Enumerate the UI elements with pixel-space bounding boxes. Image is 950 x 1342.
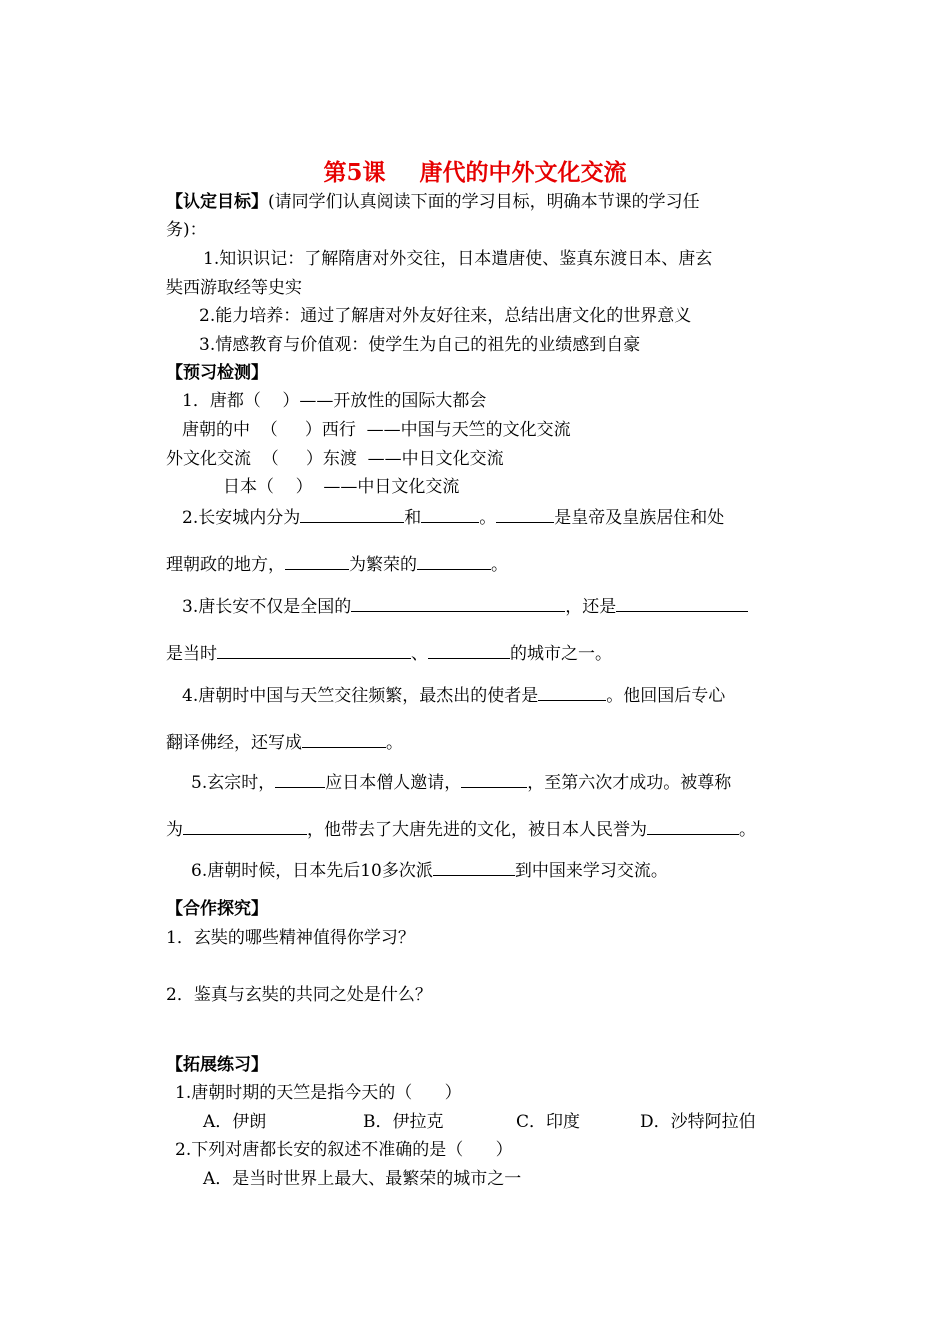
- goal-item-1: 1.知识识记：了解隋唐对外交往，日本遣唐使、鉴真东渡日本、唐玄: [203, 249, 713, 269]
- q6-text-a: 6.唐朝时候，日本先后10多次派: [191, 861, 433, 881]
- q5-text-a: 5.玄宗时，: [191, 773, 276, 793]
- practice-q1: 1.唐朝时期的天竺是指今天的（ ）: [175, 1083, 462, 1103]
- answer-blank[interactable]: [428, 641, 510, 659]
- preview-q1-line3: 外文化交流 （ ）东渡 ——中日文化交流: [166, 449, 504, 469]
- preview-q3-line2: [166, 641, 612, 665]
- q4-text-b: 。他回国后专心: [606, 686, 726, 706]
- q4-text-c: 翻译佛经，还写成: [166, 733, 302, 753]
- answer-blank[interactable]: [275, 770, 325, 788]
- preview-q5-line2: [166, 817, 756, 841]
- practice-q1-option-d[interactable]: D．沙特阿拉伯: [640, 1112, 756, 1132]
- answer-blank[interactable]: [285, 552, 349, 570]
- q2-text-g: 。: [491, 555, 508, 575]
- preview-q4-line2: [166, 730, 403, 754]
- answer-blank[interactable]: [421, 505, 479, 523]
- answer-blank[interactable]: [217, 641, 411, 659]
- lesson-name: 唐代的中外文化交流: [419, 159, 627, 186]
- goal-item-2: 2.能力培养：通过了解唐对外友好往来，总结出唐文化的世界意义: [199, 306, 692, 326]
- answer-blank[interactable]: [461, 770, 527, 788]
- lesson-number: 第5课: [323, 159, 386, 186]
- q5-text-e: ，他带去了大唐先进的文化，被日本人民誉为: [307, 820, 647, 840]
- answer-blank[interactable]: [616, 594, 748, 612]
- answer-blank[interactable]: [302, 730, 386, 748]
- goals-heading: 【认定目标】: [166, 192, 268, 212]
- preview-q4-line1: [182, 683, 725, 707]
- q3-text-e: 的城市之一。: [510, 644, 612, 664]
- q5-text-f: 。: [739, 820, 756, 840]
- q2-text-b: 和: [404, 508, 422, 528]
- preview-q1-line1: 1．唐都（ ）——开放性的国际大都会: [182, 391, 487, 411]
- q3-text-d: 、: [411, 644, 428, 664]
- goals-intro-end: 务)：: [166, 220, 207, 240]
- goals-line-1: [166, 191, 700, 213]
- answer-blank[interactable]: [351, 594, 565, 612]
- preview-q2-line1: [182, 505, 724, 529]
- preview-heading: 【预习检测】: [166, 363, 268, 383]
- answer-blank[interactable]: [538, 683, 606, 701]
- preview-q3-line1: [182, 594, 748, 618]
- q2-text-c: 。: [479, 508, 497, 528]
- coop-q1: 1．玄奘的哪些精神值得你学习？: [166, 928, 415, 948]
- q3-text-b: ，还是: [565, 597, 617, 617]
- q4-text-a: 4.唐朝时中国与天竺交往频繁，最杰出的使者是: [182, 686, 539, 706]
- practice-q1-option-b[interactable]: B．伊拉克: [363, 1112, 444, 1132]
- preview-q6: [191, 858, 668, 882]
- preview-q1-line4: 日本（ ） ——中日文化交流: [223, 477, 460, 497]
- q2-text-d: 是皇帝及皇族居住和处: [554, 508, 725, 528]
- coop-heading: 【合作探究】: [166, 899, 268, 919]
- goal-item-3: 3.情感教育与价值观：使学生为自己的祖先的业绩感到自豪: [199, 335, 641, 355]
- q2-text-a: 2.长安城内分为: [182, 508, 301, 528]
- practice-q1-option-a[interactable]: A．伊朗: [203, 1112, 267, 1132]
- q3-text-a: 3.唐长安不仅是全国的: [182, 597, 352, 617]
- answer-blank[interactable]: [183, 817, 307, 835]
- q6-text-b: 到中国来学习交流。: [514, 861, 668, 881]
- q2-text-e: 理朝政的地方，: [166, 555, 285, 575]
- answer-blank[interactable]: [647, 817, 739, 835]
- practice-heading: 【拓展练习】: [166, 1055, 268, 1075]
- q5-text-d: 为: [166, 820, 183, 840]
- coop-q2: 2．鉴真与玄奘的共同之处是什么？: [166, 985, 432, 1005]
- q5-text-b: 应日本僧人邀请，: [325, 773, 462, 793]
- lesson-title: [0, 158, 950, 188]
- preview-q2-line2: [166, 552, 508, 576]
- answer-blank[interactable]: [417, 552, 491, 570]
- q2-text-f: 为繁荣的: [349, 555, 417, 575]
- practice-q1-option-c[interactable]: C．印度: [516, 1112, 581, 1132]
- preview-q5-line1: [191, 770, 731, 794]
- goal-item-1-cont: 奘西游取经等史实: [166, 278, 302, 298]
- practice-q2-option-a[interactable]: A．是当时世界上最大、最繁荣的城市之一: [203, 1169, 522, 1189]
- answer-blank[interactable]: [433, 858, 515, 876]
- goals-intro: (请同学们认真阅读下面的学习目标，明确本节课的学习任: [268, 192, 700, 212]
- answer-blank[interactable]: [496, 505, 554, 523]
- q5-text-c: ，至第六次才成功。被尊称: [527, 773, 732, 793]
- q3-text-c: 是当时: [166, 644, 217, 664]
- practice-q2: 2.下列对唐都长安的叙述不准确的是（ ）: [175, 1140, 513, 1160]
- answer-blank[interactable]: [300, 505, 404, 523]
- q4-text-d: 。: [386, 733, 403, 753]
- preview-q1-line2: 唐朝的中 （ ）西行 ——中国与天竺的文化交流: [182, 420, 571, 440]
